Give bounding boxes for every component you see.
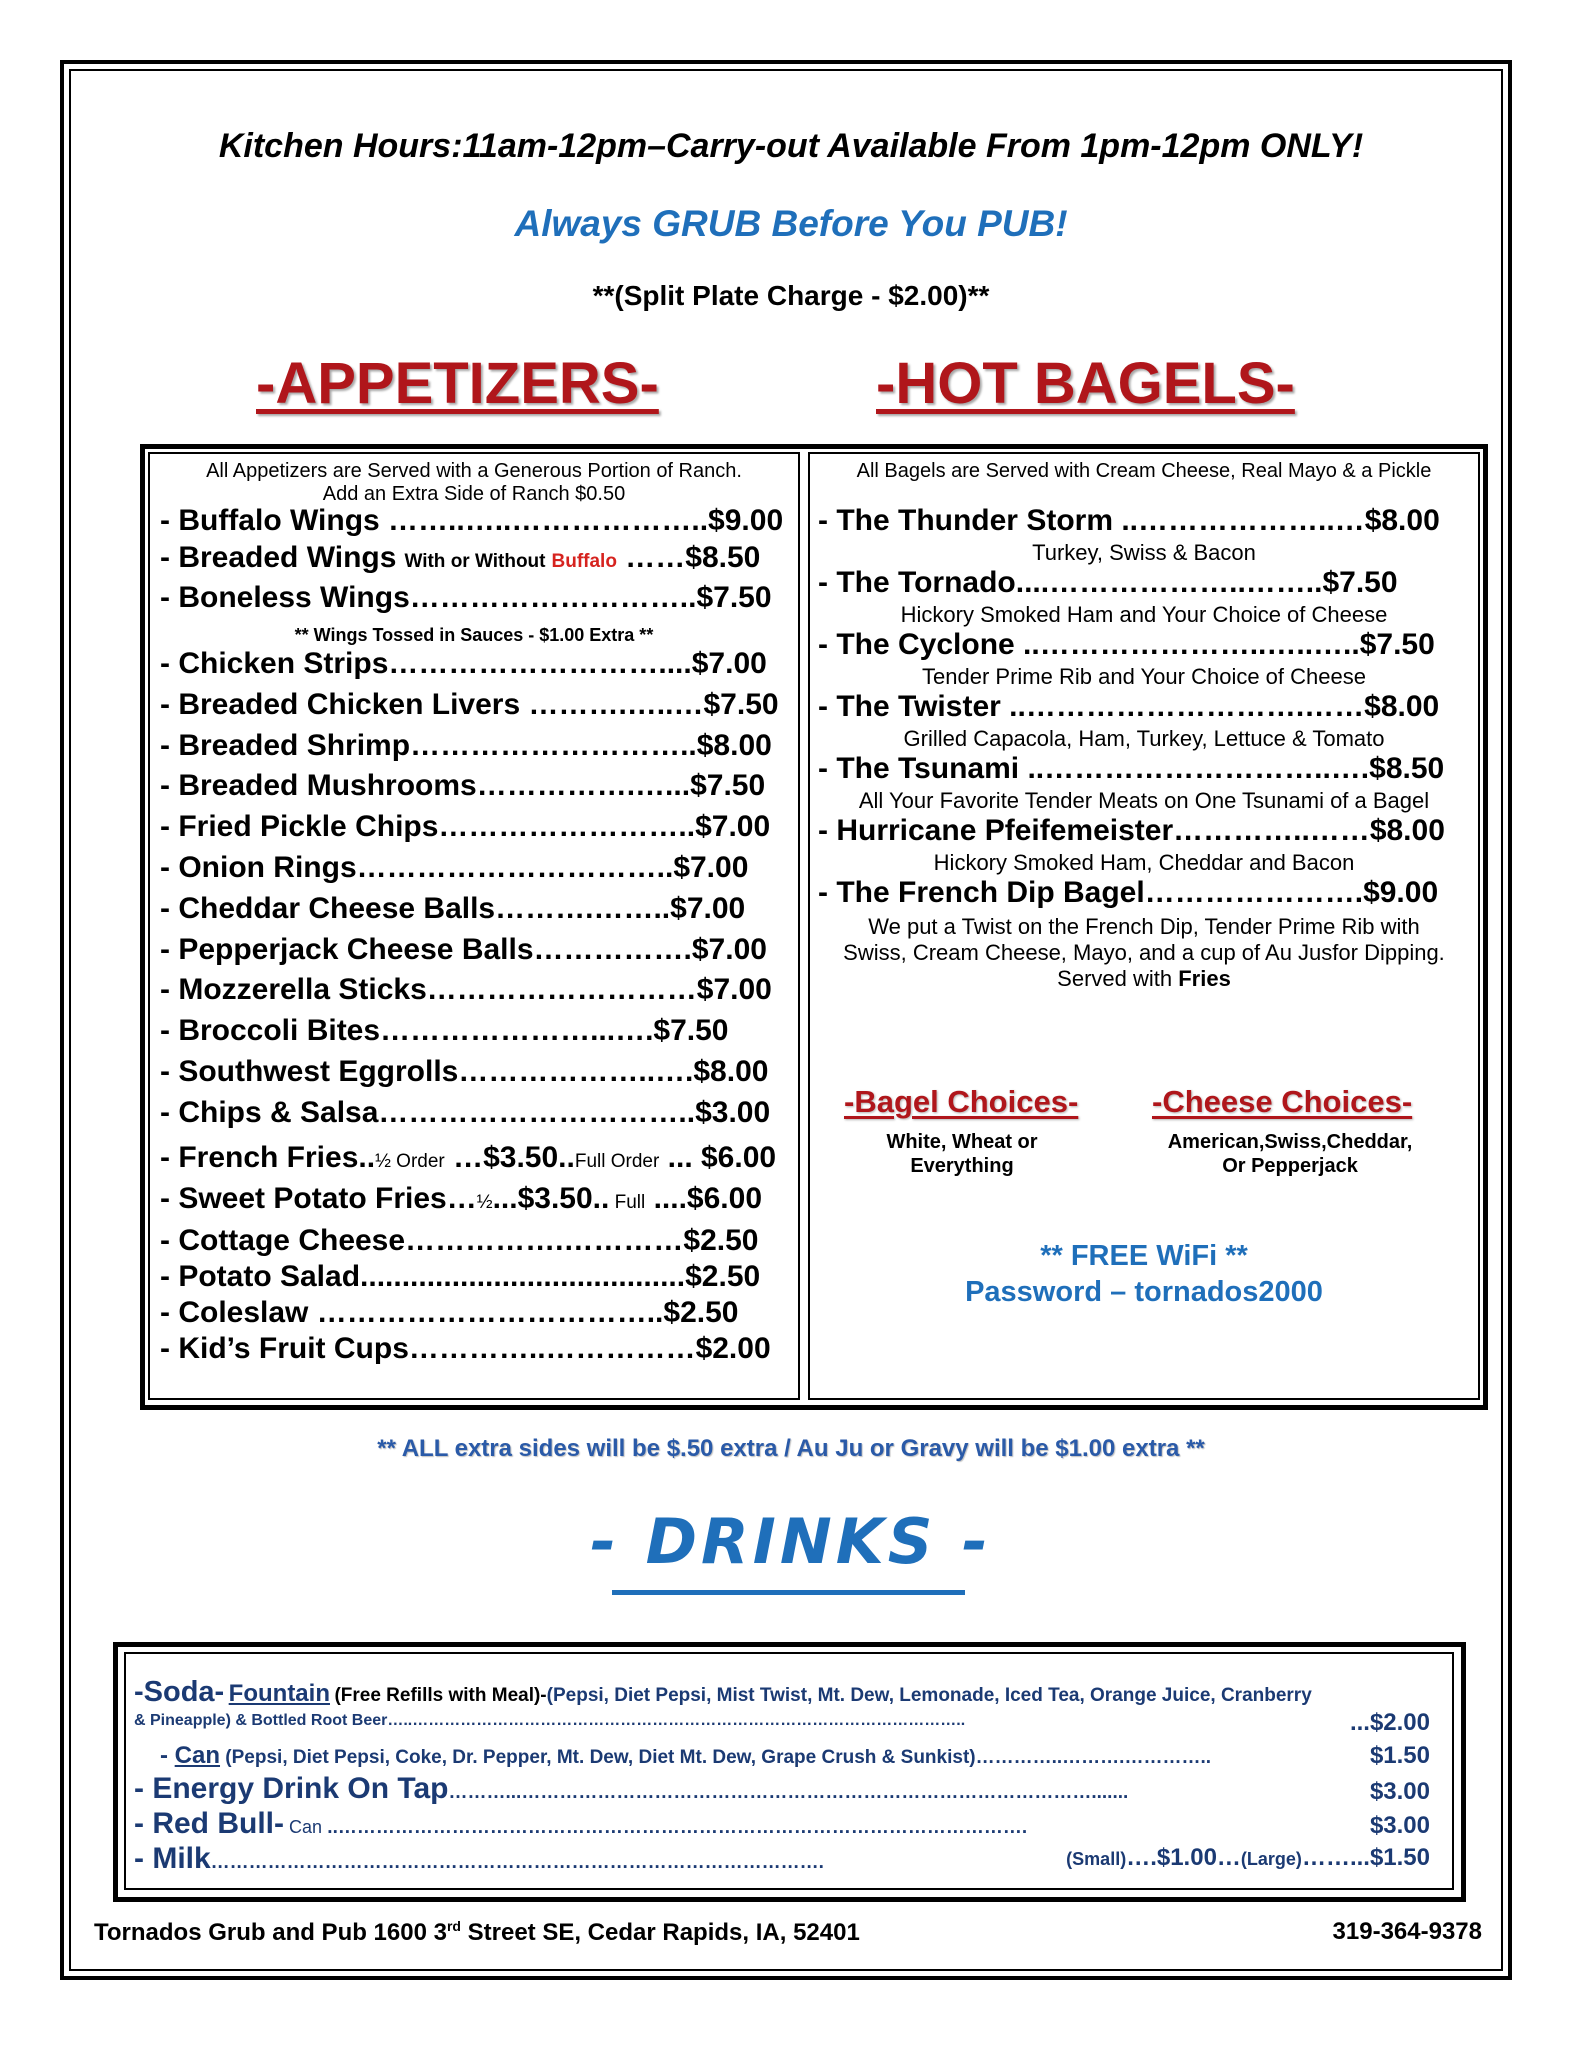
soda-label: -Soda- [134,1676,225,1708]
item-price: $8.50 [685,541,761,574]
item-name: - Boneless Wings [160,581,410,614]
served-with-fries: Fries [1178,966,1231,991]
leader-dots: ..………………………………………………………………………………………………. [322,1817,1028,1838]
half-order-price: ...$3.50.. [492,1182,610,1215]
leader-dots: …………………. [1144,876,1364,909]
bagel-item [818,628,1435,662]
cheese-choices-title: -Cheese Choices- [1152,1084,1413,1119]
split-plate-charge: **(Split Plate Charge - $2.00)** [592,280,990,311]
leader-dots: …………………………….. [308,1296,664,1329]
menu-item [160,1096,770,1130]
leader-dots: …………..…………… [408,1332,696,1365]
leader-dots: ……………………. [438,810,687,843]
milk-small-price: ….$1.00… [1126,1844,1241,1871]
item-price: .$7.00 [686,810,771,843]
item-name: - The Twister [818,690,1001,723]
energy-price: $3.00 [1369,1778,1430,1805]
address-part: Tornados Grub and Pub 1600 3 [94,1919,447,1946]
item-name: - The Thunder Storm [818,504,1113,537]
footer-address [94,1918,860,1947]
item-price: $8.00 [1364,690,1440,723]
menu-item [160,1182,762,1216]
item-price: $8.50 [1369,752,1445,785]
menu-item [160,851,748,885]
item-price: .$9.00 [699,504,784,537]
half-order-label: ½ Order [375,1151,445,1172]
item-price: $7.50 [653,1014,729,1047]
item-name: - Kid’s Fruit Cups [160,1332,409,1365]
menu-item [160,647,767,681]
item-name: - Pepperjack Cheese Balls [160,933,534,966]
redbull-can: Can [284,1817,323,1837]
leader-dots: ..………………..… [1113,504,1365,537]
leader-dots: …………..……….………….. [975,1747,1212,1768]
item-price: $7.00 [673,851,749,884]
served-with: Served with [1057,966,1179,991]
slogan: Always GRUB Before You PUB! [514,203,1068,244]
can-label: Can [174,1742,221,1769]
menu-item [160,1296,738,1330]
fountain-flavors: (Pepsi, Diet Pepsi, Mist Twist, Mt. Dew, Lemonade, Iced Tea, Orange Juice, Cranberry [546,1685,1312,1706]
full-order-price: ... $6.00 [659,1141,777,1174]
item-price: $8.00 [693,1055,769,1088]
menu-item [160,1141,776,1175]
appetizers-column [148,452,800,1400]
redbull-label: - Red Bull- [134,1807,284,1840]
item-price: .$8.00 [688,729,772,762]
menu-item [160,810,770,844]
fountain-note: (Free Refills with Meal)- [334,1685,547,1706]
bagel-item [818,814,1445,848]
menu-item [160,504,783,538]
address-sup: rd [446,1918,461,1934]
milk-label: - Milk [134,1842,211,1875]
leader-dots: ……..…..………………. [379,504,700,537]
menu-item [160,581,772,615]
redbull-price: $3.00 [1369,1812,1430,1839]
full-order-price: ....$6.00 [645,1182,762,1215]
redbull-line [134,1807,1344,1841]
item-price: $7.50 [1359,628,1435,661]
leader-dots: …..………………………………………………………………………………………….. [387,1712,966,1729]
cheese-choices: Or Pepperjack [1222,1155,1358,1177]
french-dip-desc: We put a Twist on the French Dip, Tender Prime Rib with [868,914,1420,939]
leader-dots: ………………………. [409,581,689,614]
item-name: - Fried Pickle Chips [160,810,439,843]
item-name: - Sweet Potato Fries… [160,1182,477,1215]
item-price: .$7.50 [688,581,772,614]
bagel-item [818,504,1440,538]
can-line [160,1742,1350,1770]
fountain-label: Fountain [228,1680,330,1707]
appetizers-note: All Appetizers are Served with a Generous Portion of Ranch. [206,460,742,482]
full-order-label: Full [609,1192,646,1213]
menu-item [160,933,767,967]
milk-large-price: ……...$1.50 [1301,1844,1430,1871]
footer-phone: 319-364-9378 [1332,1918,1482,1945]
french-dip-desc: Swiss, Cream Cheese, Mayo, and a cup of Au Jusfor Dipping. [843,940,1445,965]
menu-item [160,1014,728,1048]
drinks-title: - DRINKS - [590,1505,992,1578]
half-order-label: ½ [476,1192,493,1213]
item-name: - Hurricane Pfeifemeister [818,814,1174,847]
item-name: - Breaded Chicken Livers [160,688,521,721]
bagel-description: All Your Favorite Tender Meats on One Tsunami of a Bagel [858,788,1430,813]
leader-dots: ……….…….. [495,892,671,925]
item-price: $7.00 [691,933,767,966]
bagel-item [818,690,1439,724]
hot-bagels-title: -HOT BAGELS- [876,351,1295,416]
menu-item [160,769,765,803]
leader-dots: …… [616,541,686,574]
item-name: - Coleslaw [160,1296,309,1329]
item-name: - Chips & Salsa [160,1096,379,1129]
menu-item [160,688,779,722]
menu-item [160,973,772,1007]
item-name: - Potato Salad [160,1260,361,1293]
item-price: $2.50 [663,1296,739,1329]
bagel-description: Turkey, Swiss & Bacon [1032,540,1256,565]
leader-dots: ………………………….. [356,851,674,884]
item-price: $8.00 [1369,814,1445,847]
item-name: - The Tsunami [818,752,1020,785]
sauce-note: ** Wings Tossed in Sauces - $1.00 Extra ** [294,625,654,645]
leader-dots: ……….…..… [520,688,704,721]
leader-dots: …………….………… [405,1224,684,1257]
menu-item [160,1332,771,1366]
menu-item [160,1224,758,1258]
drinks-box-inner [124,1652,1454,1890]
milk-line [134,1842,1134,1876]
item-name: - Buffalo Wings [160,504,380,537]
leader-dots: ………………………….. [378,1096,696,1129]
soda-line-2 [134,1712,1344,1730]
item-name: - Mozzerella Sticks [160,973,427,1006]
item-price: $9.00 [1363,876,1439,909]
kitchen-hours: Kitchen Hours:11am-12pm–Carry-out Available From 1pm-12pm ONLY! [218,127,1364,165]
milk-prices [1066,1844,1430,1872]
leader-dots: ..……………………….…… [1000,690,1365,723]
can-prefix: - [160,1742,175,1769]
item-price: $7.50 [1322,566,1398,599]
milk-large-label: (Large) [1240,1849,1302,1869]
bagels-column [808,452,1480,1400]
item-note-highlight: Buffalo [551,551,617,572]
item-price: $7.00 [670,892,746,925]
wifi-password: Password – tornados2000 [965,1276,1323,1308]
bagel-choices-title: -Bagel Choices- [844,1084,1079,1119]
milk-small-label: (Small) [1066,1849,1127,1869]
ranch-note: Add an Extra Side of Ranch $0.50 [322,483,626,505]
leader-dots: ………...………………………………………………………………………………....... [448,1782,1129,1803]
item-price: $2.00 [695,1332,771,1365]
item-name: - The French Dip Bagel [818,876,1145,909]
item-name: - The Cyclone [818,628,1015,661]
item-price: $7.00 [696,973,772,1006]
bagel-item [818,876,1438,910]
item-price: $2.50 [685,1260,761,1293]
item-note: With or Without [404,551,546,572]
wifi-title: ** FREE WiFi ** [1040,1240,1248,1272]
bagel-item [818,566,1398,600]
bagel-choices: White, Wheat or Everything [886,1131,1038,1177]
leader-dots: ………………………... [388,647,684,680]
leader-dots: …………….….. [476,769,682,802]
half-order-price: …$3.50.. [444,1141,575,1174]
item-price: $2.50 [683,1224,759,1257]
leader-dots: ..…………………..…..….. [1014,628,1360,661]
soda-line [134,1676,1312,1709]
leader-dots: ………………………. [410,729,689,762]
item-name: - Breaded Mushrooms [160,769,477,802]
french-dip-desc [810,966,1478,992]
item-price: .$7.00 [683,647,767,680]
item-price: .$7.50 [681,769,766,802]
drinks-underline [612,1590,965,1595]
leader-dots: ....………………..…….. [1015,566,1323,599]
energy-label: - Energy Drink On Tap [134,1772,449,1805]
bagels-note: All Bagels are Served with Cream Cheese, Real Mayo & a Pickle [856,460,1432,482]
item-name: - Breaded Shrimp [160,729,411,762]
cheese-choices: American,Swiss,Cheddar, [1167,1131,1413,1153]
menu-item [160,892,745,926]
menu-item [160,1260,760,1294]
menu-item [160,541,760,575]
address-part: Street SE, Cedar Rapids, IA, 52401 [460,1919,860,1946]
leader-dots: ………………..…. [458,1055,694,1088]
bagel-description: Grilled Capacola, Ham, Turkey, Lettuce & Tomato [903,726,1385,751]
appetizers-title: -APPETIZERS- [256,351,659,416]
item-name: - Broccoli Bites [160,1014,381,1047]
energy-line [134,1772,1344,1806]
item-price: $8.00 [1364,504,1440,537]
leader-dots: ……………………… [426,973,697,1006]
bagel-item [818,752,1444,786]
leader-dots: ..………………………..…. [1019,752,1370,785]
fountain-price: ...$2.00 [1349,1709,1430,1736]
full-order-label: Full Order [574,1151,660,1172]
item-name: - The Tornado [818,566,1016,599]
menu-item [160,1055,768,1089]
extra-sides-note: ** ALL extra sides will be $.50 extra / Au Ju or Gravy will be $1.00 extra ** [377,1435,1205,1462]
leader-dots: ....................................... [360,1260,686,1293]
item-name: - Cottage Cheese [160,1224,406,1257]
bagel-description: Hickory Smoked Ham, Cheddar and Bacon [933,850,1355,875]
can-flavors: (Pepsi, Diet Pepsi, Coke, Dr. Pepper, Mt. Dew, Diet Mt. Dew, Grape Crush & Sunkist) [220,1747,976,1768]
fountain-line2: & Pineapple) & Bottled Root Beer [134,1712,388,1729]
leader-dots: ……………. [533,933,692,966]
bagel-description: Hickory Smoked Ham and Your Choice of Cheese [900,602,1388,627]
item-name: - Cheddar Cheese Balls [160,892,496,925]
item-price: $3.00 [695,1096,771,1129]
item-price: $7.50 [703,688,779,721]
item-name: - Breaded Wings [160,541,397,574]
leader-dots: ……………………………………………………………………………………. [210,1852,824,1873]
can-price: $1.50 [1369,1742,1430,1769]
item-name: - Southwest Eggrolls [160,1055,459,1088]
bagel-description: Tender Prime Rib and Your Choice of Cheese [922,664,1366,689]
leader-dots: …………..…… [1173,814,1370,847]
item-name: - Chicken Strips [160,647,389,680]
item-name: - Onion Rings [160,851,357,884]
leader-dots: …………………...…. [380,1014,654,1047]
menu-item [160,729,772,763]
item-name: - French Fries.. [160,1141,376,1174]
